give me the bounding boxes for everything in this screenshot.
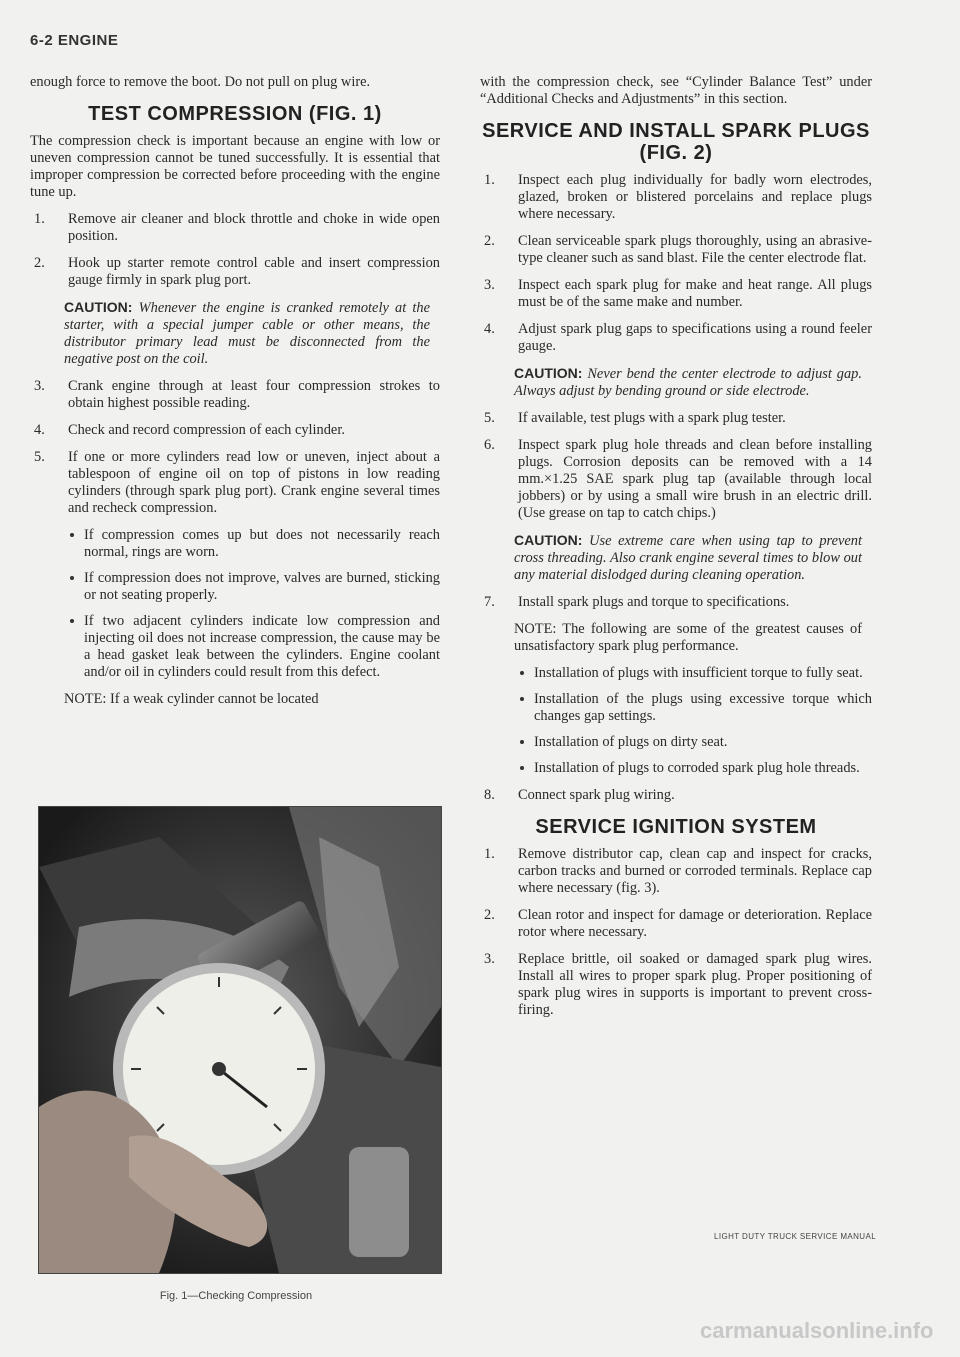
note-text: NOTE: The following are some of the greatest causes of unsatisfactory spark plug performance. [514, 621, 862, 654]
step-text: Inspect each spark plug for make and heat range. All plugs must be of the same make and number. [518, 277, 872, 310]
step-number: 8. [484, 787, 495, 803]
step-number: 2. [484, 233, 495, 249]
step-text: If one or more cylinders read low or uneven, inject about a tablespoon of engine oil on top of pistons in low reading cylinders (through spark plug port). Crank engine several times and recheck compression. [68, 449, 440, 516]
step-text: Connect spark plug wiring. [518, 787, 675, 803]
step-text: Clean rotor and inspect for damage or deterioration. Replace rotor where necessary. [518, 907, 872, 940]
page-header: 6-2 ENGINE [30, 32, 119, 49]
figure-caption: Fig. 1—Checking Compression [159, 1290, 313, 1302]
compression-bullets [30, 527, 440, 681]
caution-label: CAUTION: [514, 365, 583, 381]
ignition-steps [480, 846, 872, 1019]
step-text: Inspect spark plug hole threads and clean before installing plugs. Corrosion deposits can be removed with a 14 mm.×1.25 SAE spark plug tap (available through local jobbers) or by using a small wire brush in an electric drill. (Use grease on tap to catch chips.) [518, 437, 872, 521]
step-number: 1. [484, 846, 495, 862]
compression-steps [30, 211, 440, 289]
step-text: Clean serviceable spark plugs thoroughly, using an abrasive-type cleaner such as sand blast. File the center electrode flat. [518, 233, 872, 266]
compression-paragraph: The compression check is important because an engine with low or uneven compression cannot be tuned successfully. It is essential that improper compression be corrected before proceeding with the engine tune up. [30, 133, 440, 200]
step-number: 7. [484, 594, 495, 610]
caution-text: Use extreme care when using tap to prevent cross threading. Also crank engine several times to blow out any material dislodged during cleaning operation. [514, 533, 862, 583]
bullet-item: If compression does not improve, valves are burned, sticking or not seating properly. [68, 570, 440, 604]
spark-plug-steps-4 [480, 787, 872, 804]
bullet-item: Installation of plugs with insufficient torque to fully seat. [518, 665, 872, 682]
bullet-item: Installation of plugs to corroded spark plug hole threads. [518, 760, 872, 777]
list-item [30, 378, 440, 412]
caution-block [514, 532, 862, 584]
left-intro-paragraph: enough force to remove the boot. Do not pull on plug wire. [30, 74, 371, 90]
spark-plug-steps-3 [480, 594, 872, 611]
list-item [480, 321, 872, 355]
step-text: Crank engine through at least four compression strokes to obtain highest possible reading. [68, 378, 440, 411]
caution-block [64, 299, 430, 368]
list-item [30, 422, 440, 439]
step-text: Inspect each plug individually for badly worn electrodes, glazed, broken or blistered porcelains and replace plugs where necessary. [518, 172, 872, 222]
bullet-item: Installation of the plugs using excessive torque which changes gap settings. [518, 691, 872, 725]
step-text: Replace brittle, oil soaked or damaged spark plug wires. Install all wires to proper spark plug. Proper positioning of spark plug wires in supports is important to prevent cross-firing. [518, 951, 872, 1018]
step-number: 5. [34, 449, 45, 465]
compression-steps-continued [30, 378, 440, 517]
compression-gauge-illustration [39, 807, 441, 1273]
test-compression-heading: TEST COMPRESSION (FIG. 1) [88, 103, 382, 125]
step-text: Check and record compression of each cylinder. [68, 422, 345, 438]
list-item [480, 907, 872, 941]
figure-1 [30, 806, 442, 1318]
list-item [480, 437, 872, 522]
bullet-item: If compression comes up but does not necessarily reach normal, rings are worn. [68, 527, 440, 561]
bullet-item: If two adjacent cylinders indicate low compression and injecting oil does not increase compression, the cause may be a head gasket leak between the cylinders. Engine coolant and/or oil in cylinders could result from this defect. [68, 613, 440, 681]
list-item [30, 211, 440, 245]
ignition-heading: SERVICE IGNITION SYSTEM [535, 816, 817, 838]
list-item [480, 172, 872, 223]
list-item [480, 410, 872, 427]
list-item [480, 787, 872, 804]
right-intro-paragraph: with the compression check, see “Cylinder Balance Test” under “Additional Checks and Adjustments” in this section. [480, 74, 872, 107]
left-column [30, 74, 440, 718]
step-number: 3. [34, 378, 45, 394]
page-footer: LIGHT DUTY TRUCK SERVICE MANUAL [714, 1232, 877, 1241]
caution-label: CAUTION: [64, 299, 133, 315]
list-item [480, 233, 872, 267]
step-text: Remove air cleaner and block throttle and choke in wide open position. [68, 211, 440, 244]
step-number: 3. [484, 951, 495, 967]
spark-plug-steps-2 [480, 410, 872, 522]
watermark: carmanualsonline.info [700, 1318, 934, 1343]
caution-block [514, 365, 862, 400]
list-item [480, 951, 872, 1019]
right-column [480, 74, 872, 1029]
bullet-item: Installation of plugs on dirty seat. [518, 734, 872, 751]
step-number: 2. [34, 255, 45, 271]
step-text: Adjust spark plug gaps to specifications using a round feeler gauge. [518, 321, 872, 354]
step-text: If available, test plugs with a spark plug tester. [518, 410, 786, 426]
spark-plugs-heading: SERVICE AND INSTALL SPARK PLUGS (FIG. 2) [482, 120, 870, 164]
step-number: 3. [484, 277, 495, 293]
step-number: 1. [484, 172, 495, 188]
note-text: NOTE: If a weak cylinder cannot be located [64, 691, 319, 707]
step-number: 5. [484, 410, 495, 426]
step-number: 1. [34, 211, 45, 227]
step-number: 4. [484, 321, 495, 337]
spark-plug-steps [480, 172, 872, 355]
step-text: Install spark plugs and torque to specifications. [518, 594, 790, 610]
list-item [480, 594, 872, 611]
caution-label: CAUTION: [514, 532, 583, 548]
spark-plug-bullets [480, 665, 872, 777]
list-item [480, 846, 872, 897]
step-number: 4. [34, 422, 45, 438]
list-item [480, 277, 872, 311]
compression-gauge-photo [38, 806, 442, 1274]
step-number: 6. [484, 437, 495, 453]
caution-text: Never bend the center electrode to adjust gap. Always adjust by bending ground or side electrode. [514, 366, 862, 399]
step-number: 2. [484, 907, 495, 923]
list-item [30, 449, 440, 517]
step-text: Remove distributor cap, clean cap and inspect for cracks, carbon tracks and burned or corroded terminals. Replace cap where necessary (fig. 3). [518, 846, 872, 896]
step-text: Hook up starter remote control cable and insert compression gauge firmly in spark plug port. [68, 255, 440, 288]
list-item [30, 255, 440, 289]
caution-text: Whenever the engine is cranked remotely at the starter, with a special jumper cable or other means, the distributor primary lead must be disconnected from the negative post on the coil. [64, 300, 430, 367]
